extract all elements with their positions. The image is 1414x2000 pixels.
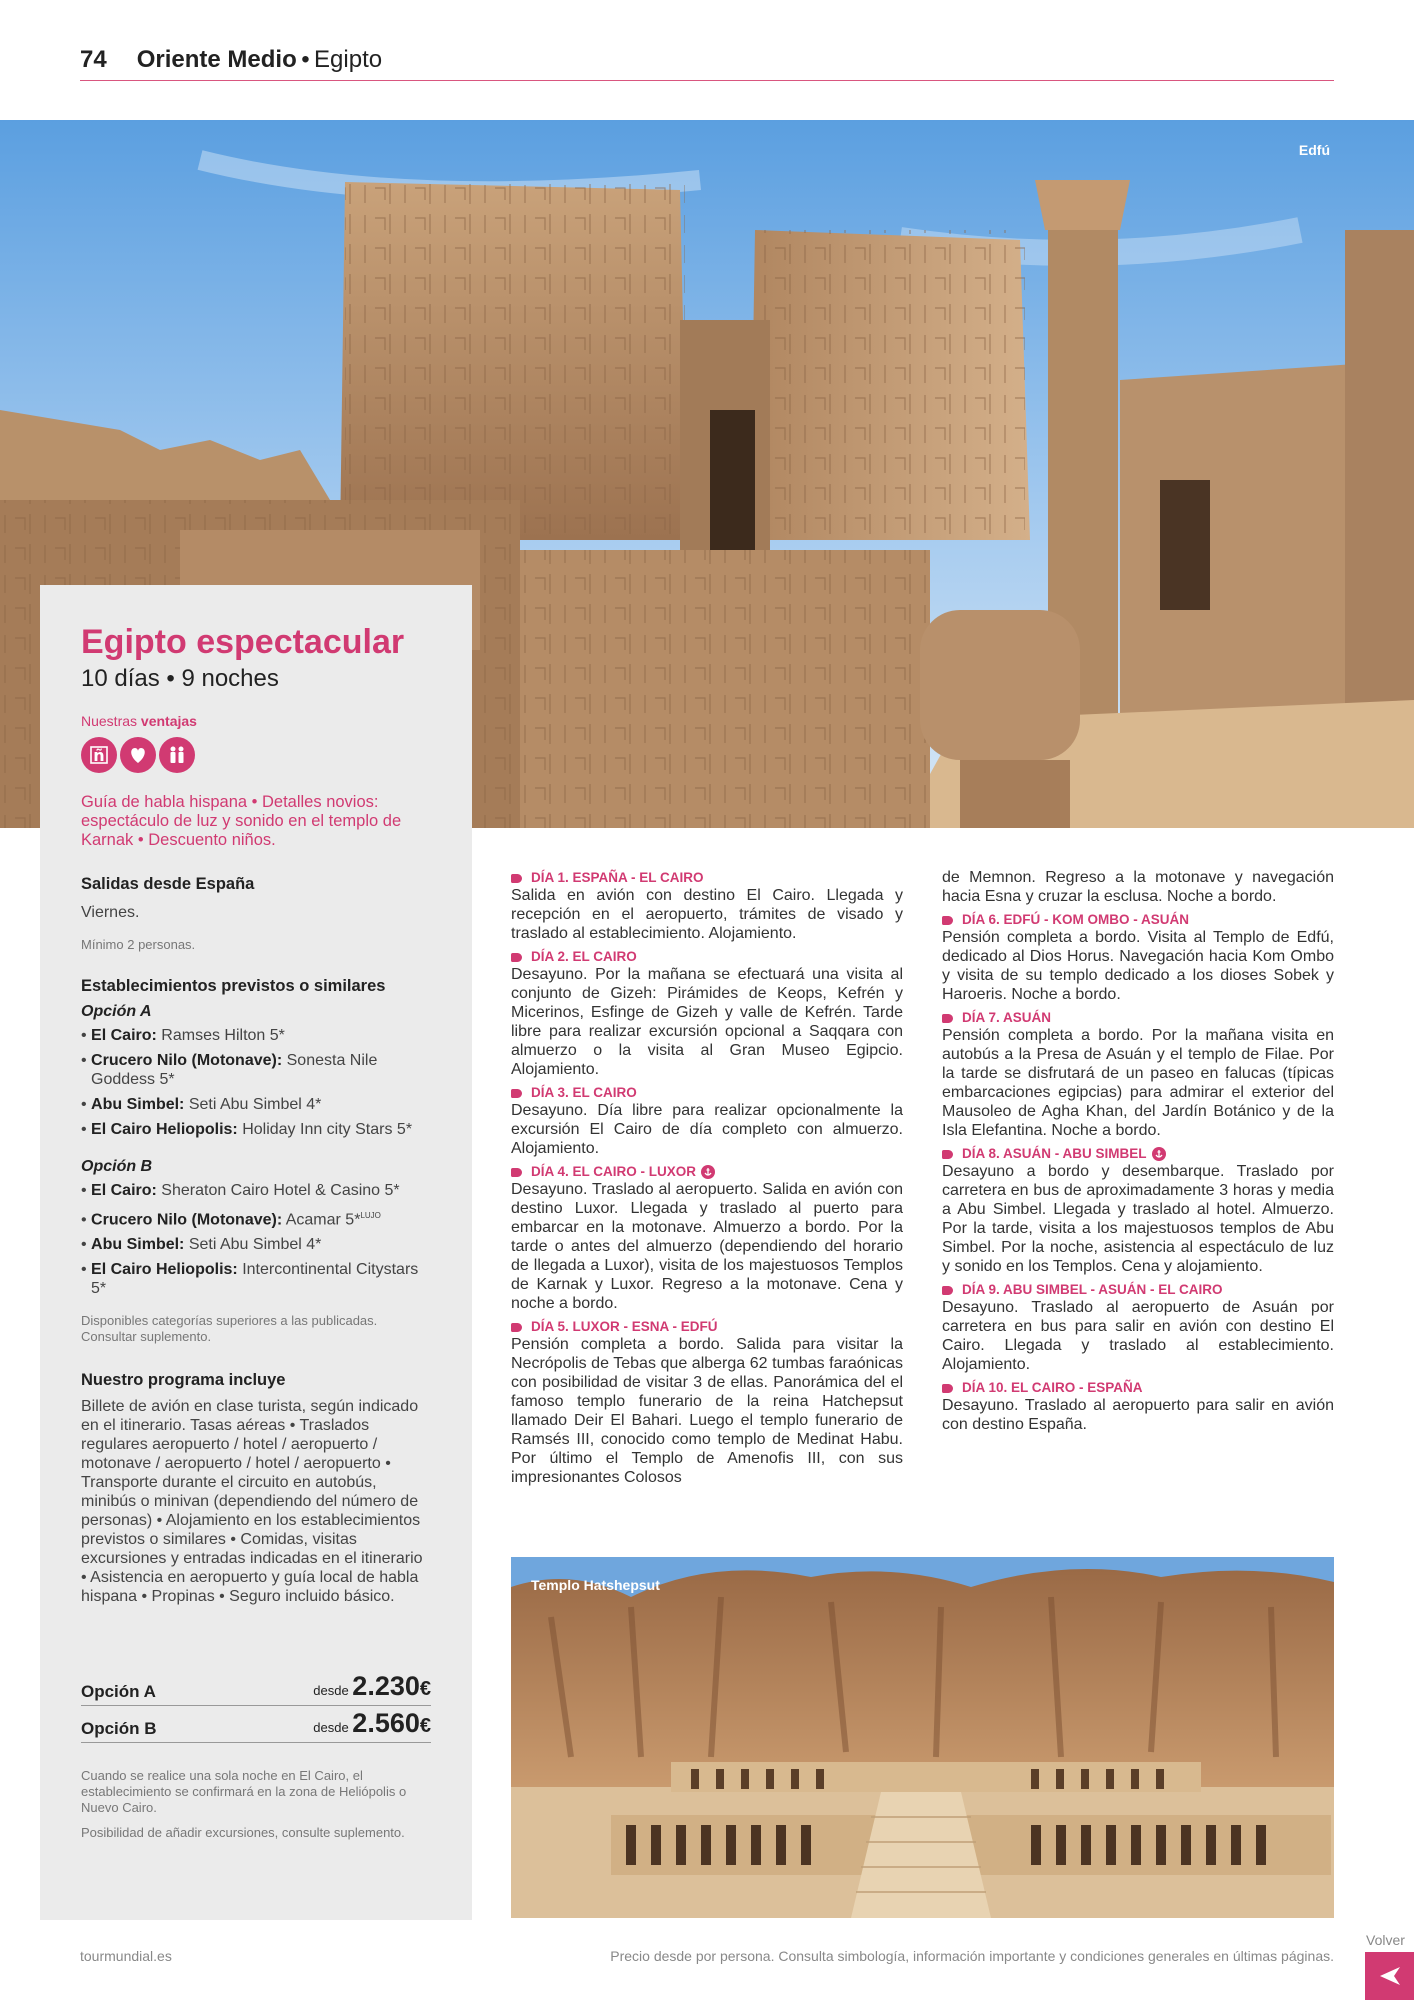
photo-hatshepsut-label: Templo Hatshepsut: [531, 1577, 660, 1593]
salidas-heading: Salidas desde España: [81, 875, 255, 893]
price-option-a: Opción A desde 2.230€: [81, 1675, 431, 1706]
itinerary-day: DÍA 10. EL CAIRO - ESPAÑA Desayuno. Traslado al aeropuerto para salir en avión con destino España.: [942, 1380, 1334, 1433]
page-number: 74: [80, 46, 107, 73]
spanish-guide-icon: [81, 737, 117, 773]
hero-photo-label: Edfú: [1298, 142, 1330, 158]
categorias-note: Disponibles categorías superiores a las publicadas. Consultar suplemento.: [81, 1313, 378, 1344]
note-el-cairo: Cuando se realice una sola noche en El Cairo, el establecimiento se confirmará en la zona de Heliópolis o Nuevo Cairo.: [81, 1768, 407, 1815]
trip-title: Egipto espectacular: [81, 623, 405, 661]
programa-text: Billete de avión en clase turista, según indicado en el itinerario. Tasas aéreas • Traslados regulares aeropuerto / hotel / aeropuerto / motonave / aeropuerto / hotel / aeropuerto • Transporte durante el circuito en autobús, minibús o minivan (dependiendo del número de personas) • Alojamiento en los establecimientos previstos o similares • Comidas, visitas excursiones y entradas indicadas en el itinerario • Asistencia en aeropuerto y guía local de habla hispana • Propinas • Seguro incluido básico.: [81, 1398, 423, 1605]
itinerary-day: DÍA 7. ASUÁN Pensión completa a bordo. Por la mañana visita en autobús a la Presa de Asuán y el templo de Filae. Por la tarde se disfrutará de un paseo en falucas (típicas embarcaciones egipcias) para admirar el exterior del Mausoleo de Agha Khan, del Jardín Botánico y de la Isla Elefantina. Noche a bordo.: [942, 1010, 1334, 1139]
heart-icon: [120, 737, 156, 773]
itinerary-day: DÍA 4. EL CAIRO - LUXOR Desayuno. Traslado al aeropuerto. Salida en avión con destino Luxor. Llegada y traslado al puerto para embarcar en la motonave. Almuerzo a bordo. Por la tarde o antes del almuerzo (dependiendo del horario de llegada a Luxor), visita de los majestuosos Templos de Karnak y Luxor. Regreso a la motonave. Cena y noche a bordo.: [511, 1164, 903, 1312]
section-title: Oriente Medio: [136, 46, 297, 73]
hatshepsut-temple-illustration: [511, 1557, 1334, 1918]
option-a-item: • El Cairo: Ramses Hilton 5*: [81, 1027, 285, 1044]
ventajas-prefix: Nuestras: [81, 713, 138, 729]
day-marker-icon: [511, 874, 522, 883]
itinerary-day: DÍA 6. EDFÚ - KOM OMBO - ASUÁN Pensión completa a bordo. Visita al Templo de Edfú, dedicado al Dios Horus. Navegación hacia Kom Ombo y visita de su templo dedicado a los dioses Sobek y Haroeris. Noche a bordo.: [942, 912, 1334, 1003]
option-b-item: • Abu Simbel: Seti Abu Simbel 4*: [81, 1236, 322, 1254]
salidas-value: Viernes.: [81, 904, 140, 921]
option-b-item: • El Cairo Heliopolis: Intercontinental Citystars 5*: [81, 1261, 419, 1298]
trip-duration: 10 días • 9 noches: [81, 665, 279, 692]
day-marker-icon: [942, 1384, 953, 1393]
option-b-item: • El Cairo: Sheraton Cairo Hotel & Casino 5*: [81, 1182, 400, 1199]
page-header: [80, 46, 1334, 81]
option-a-item: • Abu Simbel: Seti Abu Simbel 4*: [81, 1096, 322, 1113]
itinerary-column-1: [511, 864, 903, 1487]
day-marker-icon: [942, 1014, 953, 1023]
day-marker-icon: [511, 1089, 522, 1098]
itinerary-continuation: de Memnon. Regreso a la motonave y navegación hacia Esna y cruzar la esclusa. Noche a bordo.: [942, 869, 1334, 905]
ventajas-heading: [81, 713, 431, 729]
option-b-label: Opción B: [81, 1158, 153, 1175]
establecimientos-heading: Establecimientos previstos o similares: [81, 977, 386, 995]
anchor-icon: [701, 1165, 715, 1179]
itinerary-day: DÍA 1. ESPAÑA - EL CAIRO Salida en avión con destino El Cairo. Llegada y recepción en el aeropuerto, trámites de visado y traslado al establecimiento. Alojamiento.: [511, 870, 903, 942]
itinerary-day: DÍA 5. LUXOR - ESNA - EDFÚ Pensión completa a bordo. Salida para visitar la Necrópolis de Tebas que alberga 62 tumbas faraónicas con posibilidad de visitar 3 de ellas. Panorámica del el famoso templo funerario de la reina Hatchepsut llamado Deir El Bahari. Luego el templo funerario de Ramsés III, conocido como templo de Medinat Habu. Por último el Templo de Amenofis III, con sus impresionantes Colosos: [511, 1319, 903, 1486]
note-excursiones: Posibilidad de añadir excursiones, consulte suplemento.: [81, 1825, 405, 1840]
trip-summary-panel: [40, 585, 472, 1920]
day-marker-icon: [511, 1168, 522, 1177]
itinerary-day: DÍA 9. ABU SIMBEL - ASUÁN - EL CAIRO Desayuno. Traslado al aeropuerto de Asuán por carretera en bus para salir en avión con destino El Cairo. Llegada y traslado al establecimiento. Alojamiento.: [942, 1282, 1334, 1373]
day-marker-icon: [511, 1323, 522, 1332]
price-option-b: Opción B desde 2.560€: [81, 1712, 431, 1743]
option-b-item: • Crucero Nilo (Motonave): Acamar 5*$^{LUJO}$: [81, 1211, 381, 1229]
header-separator: •: [301, 46, 310, 73]
ventajas-icons: [81, 737, 431, 773]
option-a-item: • El Cairo Heliopolis: Holiday Inn city Stars 5*: [81, 1121, 413, 1138]
volver-label[interactable]: Volver: [1366, 1932, 1405, 1948]
day-marker-icon: [942, 1150, 953, 1159]
ventajas-bold: ventajas: [140, 713, 197, 729]
day-marker-icon: [942, 916, 953, 925]
back-button[interactable]: [1365, 1952, 1414, 2000]
option-a-item: • Crucero Nilo (Motonave): Sonesta Nile Goddess 5*: [81, 1052, 378, 1088]
day-marker-icon: [942, 1286, 953, 1295]
photo-hatshepsut: [511, 1557, 1334, 1918]
ventajas-text: Guía de habla hispana • Detalles novios: espectáculo de luz y sonido en el templo de Karnak • Descuento niños.: [81, 793, 402, 849]
subsection-title: Egipto: [314, 46, 383, 73]
footer-disclaimer: Precio desde por persona. Consulta simbología, información importante y condiciones generales en últimas páginas.: [610, 1948, 1334, 1964]
footer-website[interactable]: tourmundial.es: [80, 1948, 172, 1964]
option-a-label: Opción A: [81, 1003, 152, 1020]
children-icon: [159, 737, 195, 773]
itinerary-day: DÍA 3. EL CAIRO Desayuno. Día libre para realizar opcionalmente la excursión El Cairo de día completo con almuerzo. Alojamiento.: [511, 1085, 903, 1157]
itinerary-day: DÍA 8. ASUÁN - ABU SIMBEL Desayuno a bordo y desembarque. Traslado por carretera en bus de aproximadamente 3 horas y media a Abu Simbel. Llegada y traslado al hotel. Almuerzo. Por la tarde, visita a los majestuosos templos de Abu Simbel. Por la noche, asistencia al espectáculo de luz y sonido en los Templos. Cena y alojamiento.: [942, 1146, 1334, 1275]
back-arrow-icon: [1378, 1965, 1402, 1987]
minimo-personas: Mínimo 2 personas.: [81, 937, 196, 952]
programa-heading: Nuestro programa incluye: [81, 1371, 286, 1389]
option-b-block: [81, 1158, 431, 1304]
day-marker-icon: [511, 953, 522, 962]
itinerary-column-2: [942, 868, 1334, 1434]
svg-text:ñ: ñ: [93, 746, 105, 765]
option-a-block: [81, 1003, 431, 1145]
anchor-icon: [1152, 1147, 1166, 1161]
itinerary-day: DÍA 2. EL CAIRO Desayuno. Por la mañana se efectuará una visita al conjunto de Gizeh: Pirámides de Keops, Kefrén y Micerinos, Esfinge de Gizeh y valle de Kefrén. Tarde libre para realizar excursión opcional a Saqqara con almuerzo o la visita al Gran Museo Egipcio. Alojamiento.: [511, 949, 903, 1078]
